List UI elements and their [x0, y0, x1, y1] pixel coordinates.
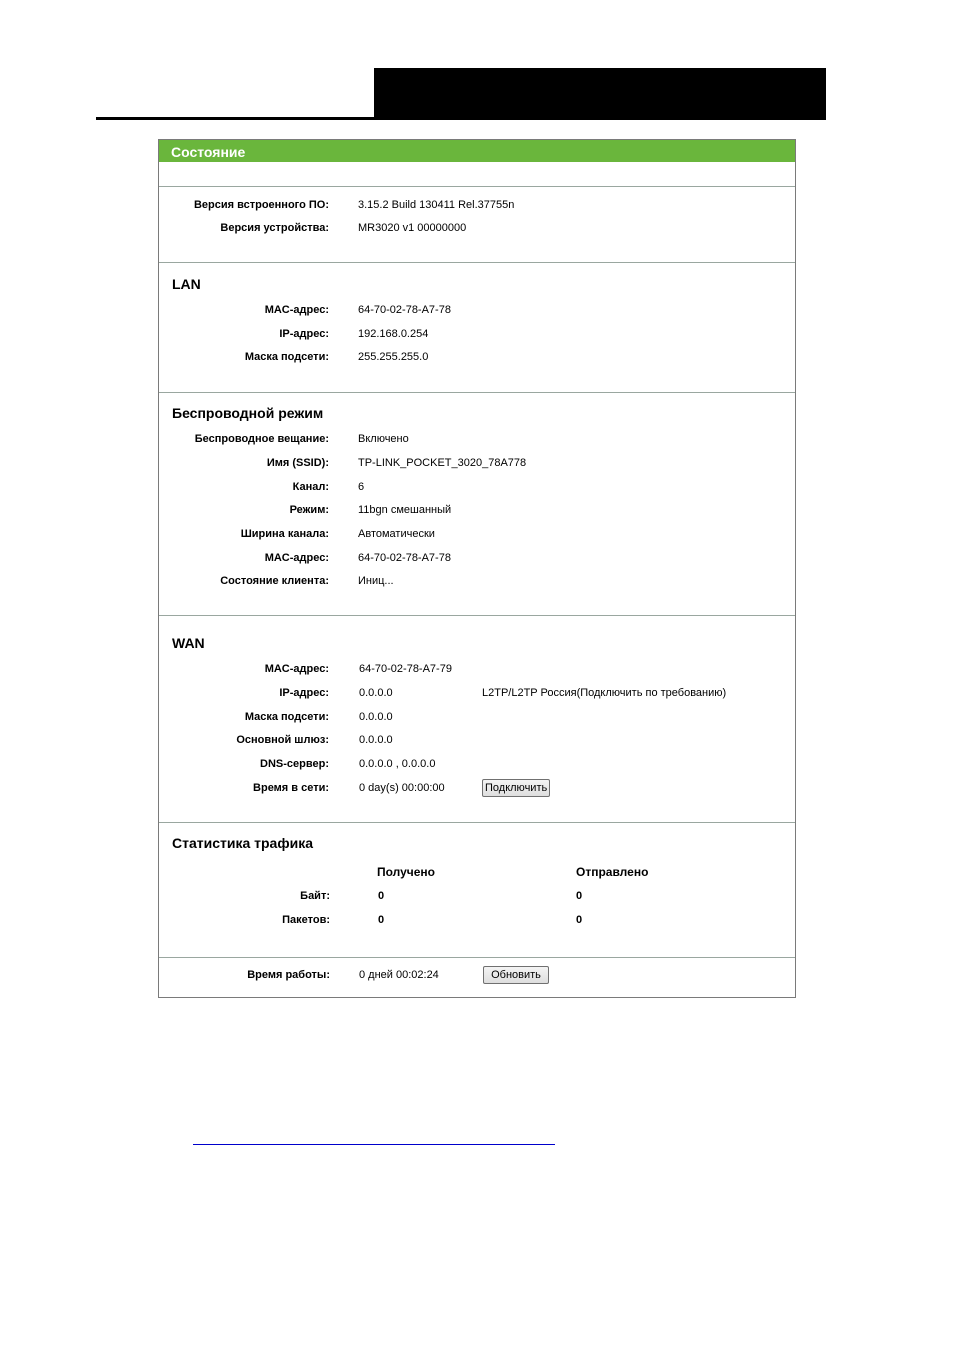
wireless-ssid-value: TP-LINK_POCKET_3020_78A778: [358, 457, 527, 469]
lan-mask-label: Маска подсети:: [244, 351, 329, 363]
firmware-label: Версия встроенного ПО:: [193, 199, 329, 211]
wan-ip-label: IP-адрес:: [279, 687, 329, 699]
uptime-label: Время работы:: [247, 969, 330, 981]
wireless-broadcast-value: Включено: [358, 433, 409, 445]
wireless-mac-value: 64-70-02-78-A7-78: [358, 552, 451, 564]
document-link-underline[interactable]: [193, 1144, 555, 1145]
traffic-section-title: Статистика трафика: [172, 835, 313, 851]
wan-mask-label: Маска подсети:: [244, 711, 329, 723]
firmware-value: 3.15.2 Build 130411 Rel.37755n: [358, 199, 515, 211]
wan-dns-value: 0.0.0.0 , 0.0.0.0: [359, 758, 436, 770]
uptime-value: 0 дней 00:02:24: [359, 969, 439, 981]
wireless-width-label: Ширина канала:: [240, 528, 329, 540]
wan-gateway-label: Основной шлюз:: [236, 734, 329, 746]
lan-section-title: LAN: [172, 276, 201, 292]
lan-ip-label: IP-адрес:: [279, 328, 329, 340]
wireless-channel-label: Канал:: [292, 481, 329, 493]
wan-mask-value: 0.0.0.0: [359, 711, 393, 723]
packets-received-value: 0: [378, 914, 385, 926]
wan-dns-label: DNS-сервер:: [260, 758, 329, 770]
status-panel: [158, 139, 796, 998]
wireless-mac-label: MAC-адрес:: [264, 552, 329, 564]
wireless-mode-value: 11bgn смешанный: [358, 504, 452, 516]
wireless-client-label: Состояние клиента:: [220, 575, 329, 587]
packets-label: Пакетов:: [282, 914, 330, 926]
wireless-mode-label: Режим:: [289, 504, 329, 516]
received-column-header: Получено: [377, 865, 436, 879]
connect-button[interactable]: Подключить: [482, 779, 550, 797]
header-black-block: [374, 68, 826, 120]
divider: [159, 615, 795, 616]
wan-section-title: WAN: [172, 635, 205, 651]
wan-gateway-value: 0.0.0.0: [359, 734, 393, 746]
page-title: Состояние: [159, 140, 795, 162]
wireless-width-value: Автоматически: [358, 528, 435, 540]
wan-online-label: Время в сети:: [253, 782, 329, 794]
wan-connection-type: L2TP/L2TP Россия(Подключить по требованию): [482, 687, 727, 699]
lan-mac-label: MAC-адрес:: [264, 304, 329, 316]
divider: [159, 822, 795, 823]
wireless-section-title: Беспроводной режим: [172, 405, 324, 421]
packets-sent-value: 0: [576, 914, 583, 926]
bytes-sent-value: 0: [576, 890, 583, 902]
sent-column-header: Отправлено: [576, 865, 649, 879]
hardware-label: Версия устройства:: [220, 222, 329, 234]
wan-mac-label: MAC-адрес:: [264, 663, 329, 675]
wan-mac-value: 64-70-02-78-A7-79: [359, 663, 452, 675]
divider: [159, 186, 795, 187]
wan-online-value: 0 day(s) 00:00:00: [359, 782, 445, 794]
divider: [159, 392, 795, 393]
divider: [159, 957, 795, 958]
divider: [159, 262, 795, 263]
wireless-channel-value: 6: [358, 481, 365, 493]
wireless-client-value: Иниц...: [358, 575, 394, 587]
header-rule: [96, 117, 826, 120]
wan-ip-value: 0.0.0.0: [359, 687, 393, 699]
hardware-value: MR3020 v1 00000000: [358, 222, 467, 234]
wireless-ssid-label: Имя (SSID):: [266, 457, 329, 469]
lan-mask-value: 255.255.255.0: [358, 351, 429, 363]
bytes-received-value: 0: [378, 890, 385, 902]
lan-ip-value: 192.168.0.254: [358, 328, 429, 340]
refresh-button[interactable]: Обновить: [483, 966, 549, 984]
wireless-broadcast-label: Беспроводное вещание:: [194, 433, 329, 445]
bytes-label: Байт:: [300, 890, 330, 902]
lan-mac-value: 64-70-02-78-A7-78: [358, 304, 451, 316]
